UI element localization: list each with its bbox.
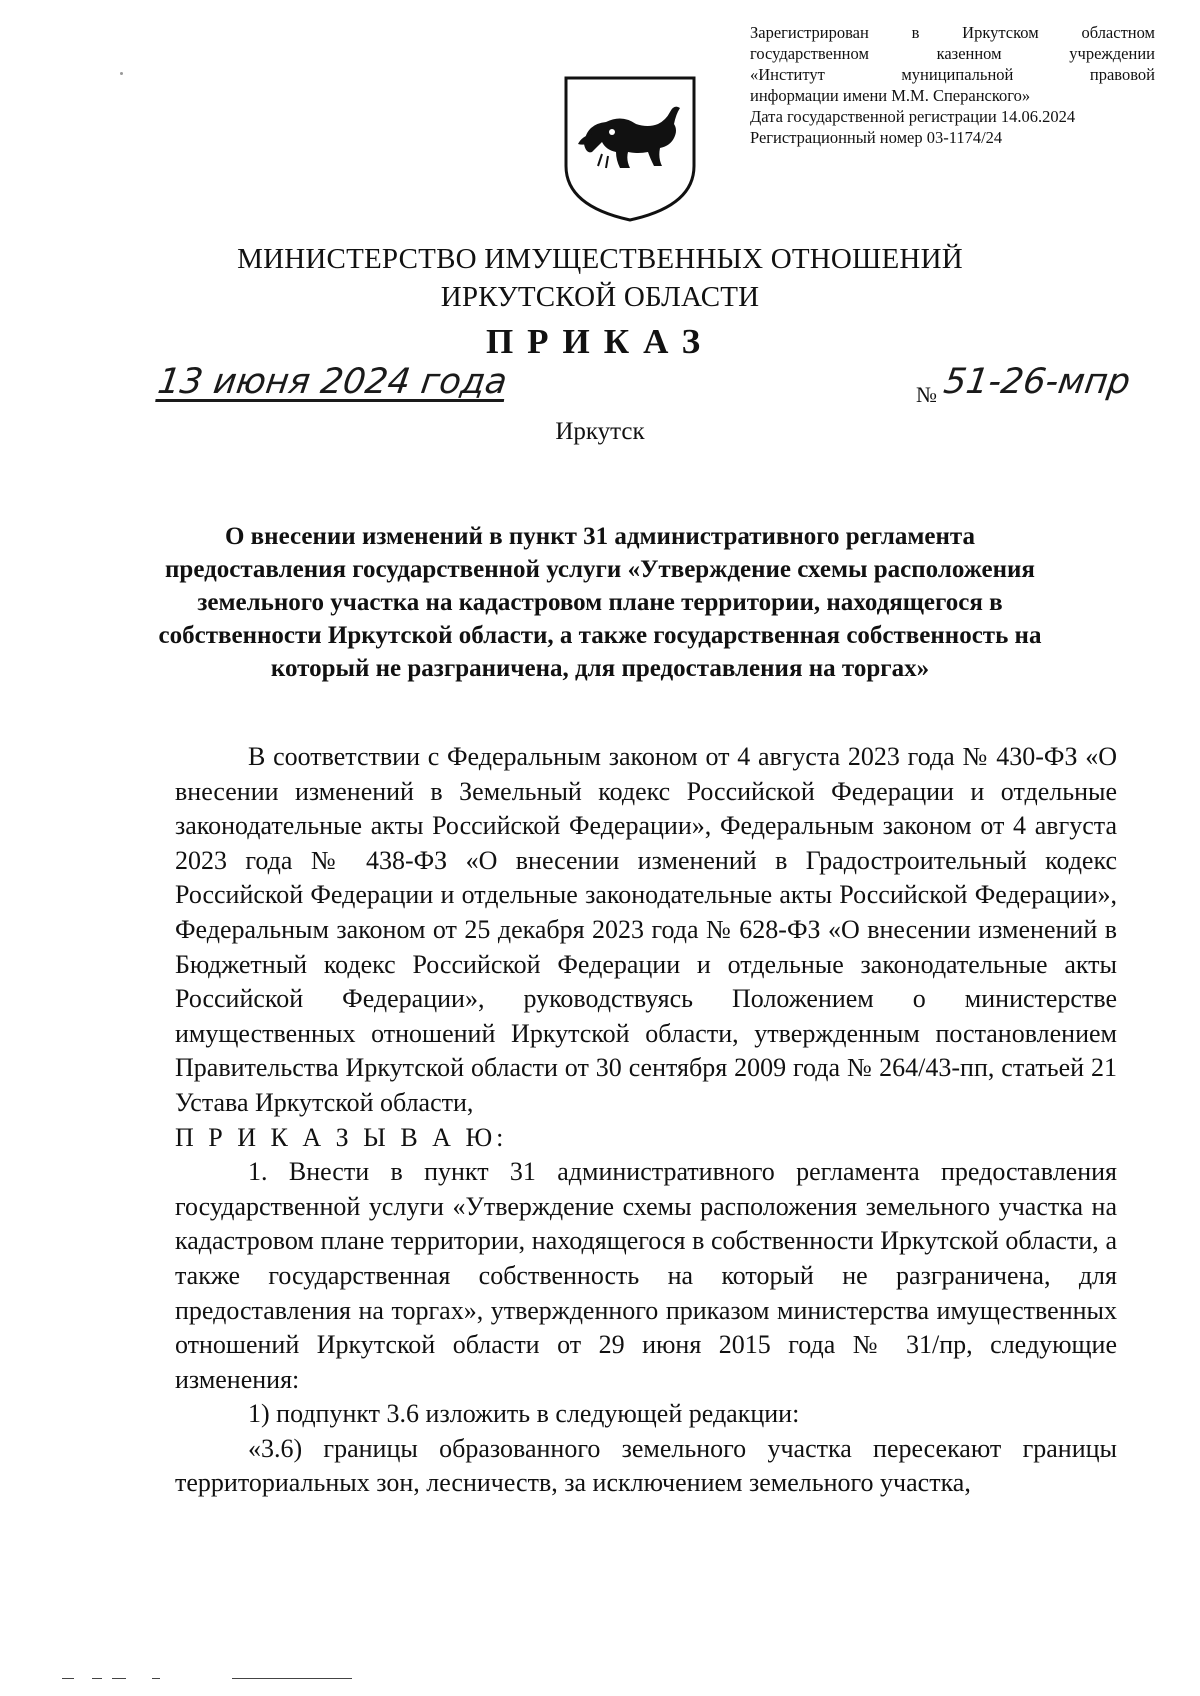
subitem-1-paragraph: 1) подпункт 3.6 изложить в следующей редакции:: [248, 1399, 800, 1429]
city: Иркутск: [555, 418, 645, 445]
document-body: [175, 740, 1117, 1501]
scan-mark: [92, 1678, 102, 1679]
registration-line: Зарегистрирован в Иркутском областном: [750, 23, 1155, 42]
registration-number: Регистрационный номер 03-1174/24: [750, 128, 1003, 147]
prikazyvayu-heading: П Р И К А З Ы В А Ю:: [175, 1122, 508, 1152]
document-title: О внесении изменений в пункт 31 административного регламента предоставления государственной услуги «Утверждение схемы расположения земельного участка на кадастровом плане территории, находящегося в собственности Иркутской области, а также государственная собственность на который не разграничена, для предоставления на торгах»: [158, 523, 1042, 682]
scan-mark: [112, 1678, 126, 1679]
scan-mark: [232, 1678, 352, 1679]
registration-line: информации имени М.М. Сперанского»: [750, 86, 1031, 105]
preamble-paragraph: В соответствии с Федеральным законом от 4 августа 2023 года № 430-ФЗ «О внесении изменений в Земельный кодекс Российской Федерации и отдельные законодательные акты Российской Федерации», Федеральным законом от 4 августа 2023 года № 438-ФЗ «О внесении изменений в Градостроительный кодекс Российской Федерации и отдельные законодательные акты Российской Федерации», Федеральным законом от 25 декабря 2023 года № 628-ФЗ «О внесении изменений в Бюджетный кодекс Российской Федерации и отдельные законодательные акты Российской Федерации», руководствуясь Положением о министерстве имущественных отношений Иркутской области, утвержденным постановлением Правительства Иркутской области от 30 сентября 2009 года № 264/43-пп, статьей 21 Устава Иркутской области,: [175, 742, 1117, 1117]
registration-line: государственном казенном учреждении: [750, 44, 1155, 63]
document-type: ПРИКАЗ: [485, 322, 715, 361]
number-sign: №: [916, 382, 937, 407]
registration-stamp: [750, 22, 1155, 148]
ministry-name-line1: МИНИСТЕРСТВО ИМУЩЕСТВЕННЫХ ОТНОШЕНИЙ: [237, 243, 963, 275]
handwritten-order-number: 51-26-мпр: [941, 362, 1133, 402]
scan-mark: [152, 1678, 160, 1679]
handwritten-date: 13 июня 2024 года: [155, 362, 510, 402]
irkutsk-coat-of-arms-icon: [562, 74, 698, 224]
item-1-paragraph: 1. Внести в пункт 31 административного регламента предоставления государственной услуги «Утверждение схемы расположения земельного участка на кадастровом плане территории, находящегося в собственности Иркутской области, а также государственная собственность на который не разграничена, для предоставления на торгах», утвержденного приказом министерства имущественных отношений Иркутской области от 29 июня 2015 года № 31/пр, следующие изменения:: [175, 1157, 1117, 1394]
scan-speck: [120, 72, 123, 75]
registration-line: «Институт муниципальной правовой: [750, 65, 1155, 84]
scan-mark: [62, 1678, 74, 1679]
quoted-subitem-paragraph: «3.6) границы образованного земельного участка пересекают границы территориальных зон, лесничеств, за исключением земельного участка,: [175, 1433, 1117, 1498]
ministry-name-line2: ИРКУТСКОЙ ОБЛАСТИ: [440, 281, 760, 313]
registration-date: Дата государственной регистрации 14.06.2024: [750, 107, 1076, 126]
